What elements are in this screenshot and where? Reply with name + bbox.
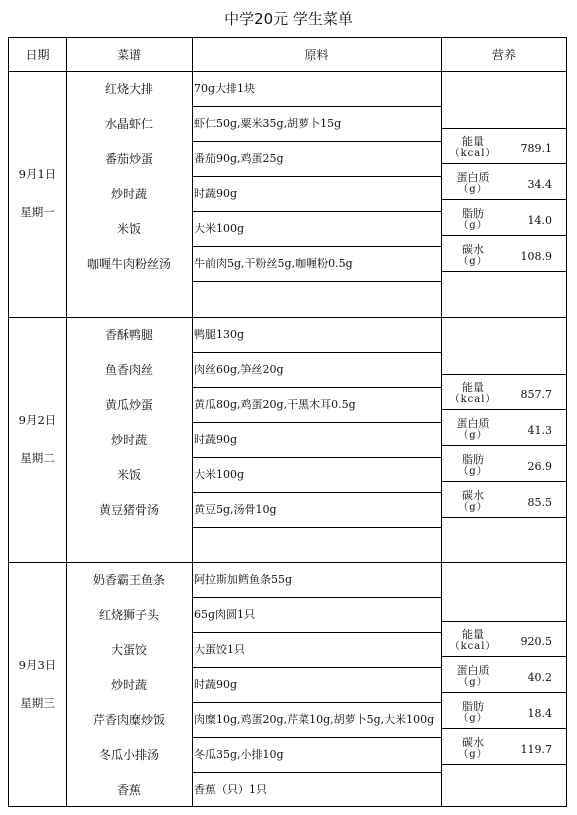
nutrient-unit: （kcal） bbox=[449, 394, 497, 405]
dish-ingredients: 大米100g bbox=[194, 468, 245, 481]
nutrient-label bbox=[442, 701, 504, 725]
nutrient-name: 碳水 bbox=[462, 736, 484, 749]
dish-name: 番茄炒蛋 bbox=[104, 152, 153, 166]
dish-name bbox=[66, 281, 192, 316]
nutrient-value: 40.2 bbox=[527, 671, 552, 684]
nutrient-name: 能量 bbox=[462, 381, 484, 394]
row-divider bbox=[192, 527, 441, 528]
dish-name: 炒时蔬 bbox=[110, 187, 147, 201]
nutrient-box-bottom bbox=[441, 764, 566, 765]
nutrient-unit: （g） bbox=[458, 749, 488, 760]
nutrient-divider bbox=[441, 199, 566, 200]
dish-ingredients: 番茄90g,鸡蛋25g bbox=[194, 152, 284, 165]
nutrient-value: 14.0 bbox=[527, 214, 552, 227]
nutrient-label bbox=[442, 418, 504, 442]
row-divider bbox=[192, 667, 441, 668]
nutrient-value: 119.7 bbox=[520, 743, 552, 756]
nutrient-name: 蛋白质 bbox=[456, 664, 490, 677]
nutrient-unit: （kcal） bbox=[449, 641, 497, 652]
header-ingredients: 原料 bbox=[304, 48, 329, 62]
date-cell bbox=[9, 164, 66, 222]
nutrient-name: 脂肪 bbox=[462, 453, 484, 466]
nutrient-value: 920.5 bbox=[520, 635, 552, 648]
nutrient-box-bottom bbox=[441, 271, 566, 272]
nutrient-label bbox=[442, 208, 504, 232]
row-divider bbox=[192, 176, 441, 177]
nutrient-unit: （g） bbox=[458, 220, 488, 231]
nutrient-box-top bbox=[441, 374, 566, 375]
row-divider bbox=[192, 772, 441, 773]
row-divider bbox=[192, 106, 441, 107]
nutrient-divider bbox=[441, 445, 566, 446]
dish-name: 米饭 bbox=[116, 222, 141, 236]
row-divider bbox=[192, 422, 441, 423]
nutrient-divider bbox=[441, 481, 566, 482]
dish-name: 奶香霸王鱼条 bbox=[92, 573, 165, 587]
dish-ingredients: 黄豆5g,汤骨10g bbox=[194, 503, 277, 516]
nutrient-unit: （g） bbox=[458, 256, 488, 267]
nutrient-label bbox=[442, 737, 504, 761]
nutrient-unit: （g） bbox=[458, 466, 488, 477]
row-divider bbox=[192, 737, 441, 738]
nutrient-name: 脂肪 bbox=[462, 207, 484, 220]
weekday-label: 星期一 bbox=[20, 205, 55, 219]
dish-name: 黄瓜炒蛋 bbox=[104, 398, 153, 412]
dish-name: 香酥鸭腿 bbox=[104, 328, 153, 342]
dish-ingredients: 70g大排1块 bbox=[194, 82, 256, 95]
nutrient-label bbox=[442, 172, 504, 196]
dish-name: 黄豆猪骨汤 bbox=[98, 503, 159, 517]
row-divider bbox=[192, 702, 441, 703]
row-divider bbox=[192, 387, 441, 388]
nutrient-divider bbox=[441, 728, 566, 729]
dish-name bbox=[66, 527, 192, 562]
row-divider bbox=[192, 597, 441, 598]
dish-ingredients: 鸭腿130g bbox=[194, 328, 245, 341]
dish-name: 芹香肉糜炒饭 bbox=[92, 713, 165, 727]
header-menu: 菜谱 bbox=[116, 48, 141, 62]
nutrient-label bbox=[442, 454, 504, 478]
dish-ingredients: 65g肉圆1只 bbox=[194, 608, 256, 621]
nutrient-value: 108.9 bbox=[520, 250, 552, 263]
date-cell bbox=[9, 410, 66, 468]
row-divider bbox=[192, 352, 441, 353]
dish-ingredients bbox=[193, 527, 441, 562]
nutrient-label bbox=[442, 244, 504, 268]
nutrient-name: 能量 bbox=[462, 135, 484, 148]
nutrient-value: 26.9 bbox=[527, 460, 552, 473]
nutrient-value: 789.1 bbox=[520, 142, 552, 155]
dish-ingredients: 时蔬90g bbox=[194, 678, 238, 691]
dish-ingredients: 大蛋饺1只 bbox=[194, 643, 245, 656]
row-divider bbox=[192, 246, 441, 247]
nutrient-unit: （g） bbox=[458, 713, 488, 724]
nutrient-value: 18.4 bbox=[527, 707, 552, 720]
nutrient-box-top bbox=[441, 128, 566, 129]
dish-name: 冬瓜小排汤 bbox=[98, 748, 159, 762]
dish-ingredients: 阿拉斯加鳕鱼条55g bbox=[194, 573, 293, 586]
dish-name: 米饭 bbox=[116, 468, 141, 482]
nutrient-box-bottom bbox=[441, 517, 566, 518]
nutrient-label bbox=[442, 490, 504, 514]
header-nutrition: 营养 bbox=[491, 48, 516, 62]
dish-name: 鱼香肉丝 bbox=[104, 363, 153, 377]
page-title: 中学20元 学生菜单 bbox=[224, 10, 353, 28]
dish-name: 炒时蔬 bbox=[110, 433, 147, 447]
nutrient-name: 碳水 bbox=[462, 243, 484, 256]
nutrient-unit: （kcal） bbox=[449, 148, 497, 159]
nutrient-unit: （g） bbox=[458, 430, 488, 441]
weekday-label: 星期二 bbox=[20, 450, 55, 465]
dish-name: 炒时蔬 bbox=[110, 678, 147, 692]
dish-name: 香蕉 bbox=[116, 783, 141, 797]
menu-table bbox=[8, 37, 567, 807]
dish-ingredients: 时蔬90g bbox=[194, 433, 238, 446]
dish-name: 咖喱牛肉粉丝汤 bbox=[86, 257, 171, 271]
date-label: 9月1日 bbox=[18, 167, 57, 181]
row-divider bbox=[192, 281, 441, 282]
dish-ingredients: 牛前肉5g,干粉丝5g,咖喱粉0.5g bbox=[194, 257, 353, 270]
dish-ingredients: 黄瓜80g,鸡蛋20g,干黑木耳0.5g bbox=[194, 398, 356, 411]
nutrient-box-top bbox=[441, 621, 566, 622]
row-divider bbox=[192, 632, 441, 633]
dish-name: 红烧狮子头 bbox=[98, 608, 159, 622]
dish-ingredients: 大米100g bbox=[194, 222, 245, 235]
dish-ingredients bbox=[193, 281, 441, 316]
nutrient-divider bbox=[441, 163, 566, 164]
nutrient-unit: （g） bbox=[458, 502, 488, 513]
nutrient-name: 脂肪 bbox=[462, 700, 484, 713]
row-divider bbox=[192, 211, 441, 212]
dish-ingredients: 香蕉（只）1只 bbox=[194, 783, 267, 796]
dish-ingredients: 虾仁50g,粟米35g,胡萝卜15g bbox=[194, 117, 342, 130]
nutrient-label bbox=[442, 382, 504, 406]
dish-name: 大蛋饺 bbox=[110, 643, 147, 657]
date-label: 9月3日 bbox=[18, 657, 57, 672]
row-divider bbox=[192, 457, 441, 458]
weekday-label: 星期三 bbox=[20, 695, 55, 710]
dish-name: 红烧大排 bbox=[104, 82, 153, 96]
row-divider bbox=[192, 141, 441, 142]
nutrient-divider bbox=[441, 692, 566, 693]
nutrient-divider bbox=[441, 409, 566, 410]
dish-ingredients: 肉丝60g,笋丝20g bbox=[194, 363, 284, 376]
nutrient-unit: （g） bbox=[458, 184, 488, 195]
nutrient-value: 857.7 bbox=[520, 388, 552, 401]
nutrient-value: 41.3 bbox=[527, 424, 552, 437]
nutrient-label bbox=[442, 665, 504, 689]
nutrient-divider bbox=[441, 235, 566, 236]
nutrient-value: 34.4 bbox=[527, 178, 552, 191]
nutrient-divider bbox=[441, 656, 566, 657]
date-label: 9月2日 bbox=[18, 412, 57, 427]
dish-ingredients: 时蔬90g bbox=[194, 187, 238, 200]
dish-ingredients: 冬瓜35g,小排10g bbox=[194, 748, 284, 761]
nutrient-name: 碳水 bbox=[462, 489, 484, 502]
nutrient-name: 蛋白质 bbox=[456, 417, 490, 430]
nutrient-value: 85.5 bbox=[527, 496, 552, 509]
nutrient-label bbox=[442, 136, 504, 160]
nutrient-label bbox=[442, 629, 504, 653]
dish-name: 水晶虾仁 bbox=[104, 117, 153, 131]
header-date: 日期 bbox=[25, 48, 50, 62]
date-cell bbox=[9, 655, 66, 713]
nutrient-name: 蛋白质 bbox=[456, 171, 490, 184]
nutrient-unit: （g） bbox=[458, 677, 488, 688]
nutrient-name: 能量 bbox=[462, 628, 484, 641]
dish-ingredients: 肉糜10g,鸡蛋20g,芹菜10g,胡萝卜5g,大米100g bbox=[194, 713, 435, 726]
row-divider bbox=[192, 492, 441, 493]
